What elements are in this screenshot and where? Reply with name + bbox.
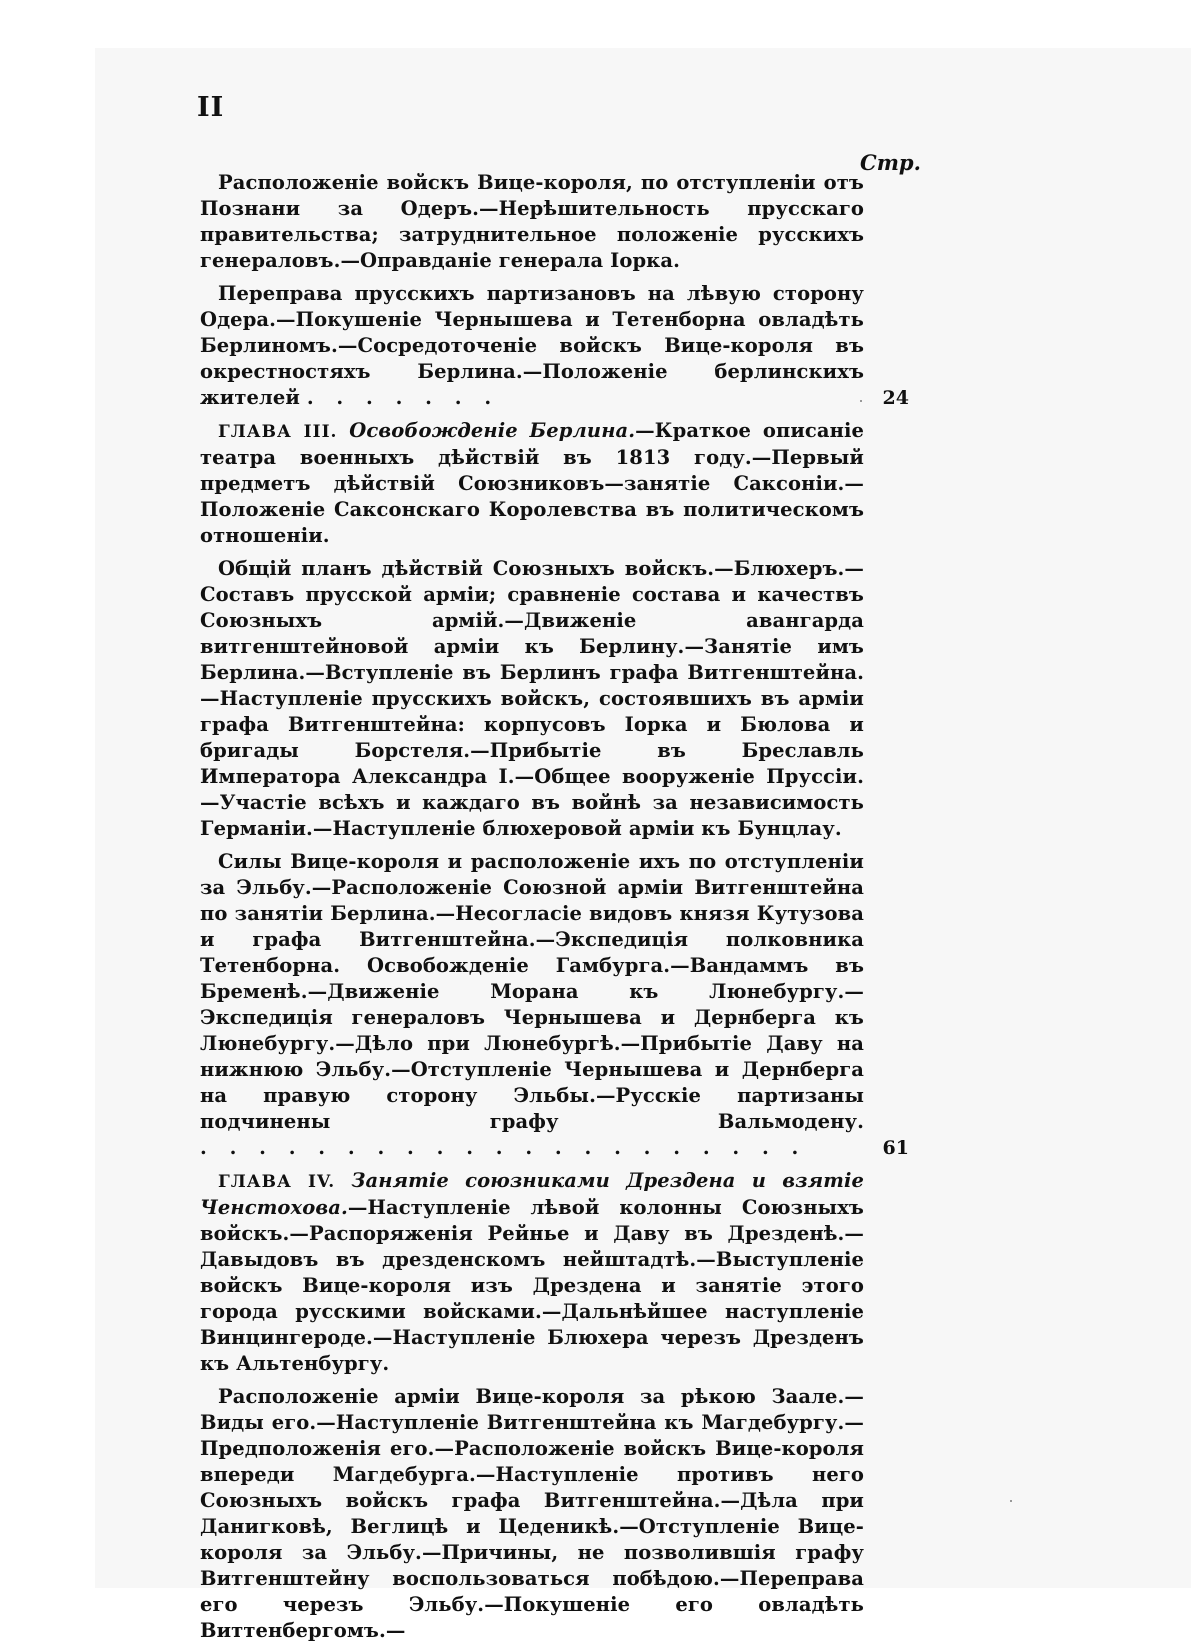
scan-speck [860, 400, 862, 402]
entry-text: Расположеніе арміи Вице-короля за рѣкою Заале.—Виды его.—Наступленіе Витгенштейна къ Магдебургу.—Предположенія его.—Расположеніе войскъ Вице-короля впереди Магдебурга.—Наступленіе противъ него Союзныхъ войскъ графа Витгенштейна.—Дѣла при Данигковѣ, Веглицѣ и Цеденикѣ.—Отступленіе Вице-короля за Эльбу.—Причины, не позволившія графу Витгенштейну воспользоваться побѣдою.—Переправа его черезъ Эльбу.—Покушеніе его овладѣть Виттенбергомъ.— [200, 1385, 864, 1642]
toc-entry-chapter [200, 418, 864, 549]
entry-text: —Наступленіе лѣвой колонны Союзныхъ войскъ.—Распоряженія Рейнье и Даву въ Дрезденѣ.—Давыдовъ въ дрезденскомъ нейштадтѣ.—Выступленіе войскъ Вице-короля изъ Дрездена и занятіе этого города русскими войсками.—Дальнѣйшее наступленіе Винцингероде.—Наступленіе Блюхера черезъ Дрезденъ къ Альтенбургу. [200, 1196, 864, 1375]
chapter-title: Освобожденіе Берлина. [349, 419, 636, 442]
toc-entry [200, 170, 864, 274]
table-of-contents [200, 170, 909, 1651]
chapter-title: Занятіе союзниками Дрездена и взятіе Ченстохова. [200, 1169, 865, 1219]
toc-entry [200, 556, 864, 842]
toc-entry [200, 849, 909, 1161]
page-number: II [197, 92, 225, 123]
scan-speck [1010, 1500, 1012, 1502]
leader-dots: . . . . . . . . . . . . . . . . . . . . . [200, 1136, 807, 1159]
leader-dots: . . . . . . . [306, 386, 500, 409]
chapter-label: ГЛАВА IV. [218, 1172, 336, 1192]
chapter-label: ГЛАВА III. [218, 422, 338, 442]
toc-entry [200, 1384, 864, 1644]
page-reference: 61 [882, 1137, 909, 1159]
entry-text: Расположеніе войскъ Вице-короля, по отступленіи отъ Познани за Одеръ.—Нерѣшительность прусскаго правительства; затруднительное положеніе русскихъ генераловъ.—Оправданіе генерала Іорка. [200, 171, 864, 272]
page-column-label: Стр. [860, 150, 921, 175]
entry-text: —Краткое описаніе театра военныхъ дѣйствій въ 1813 году.—Первый предметъ дѣйствій Союзниковъ—занятіе Саксоніи.—Положеніе Саксонскаго Королевства въ политическомъ отношеніи. [200, 419, 864, 547]
toc-entry [200, 281, 909, 411]
page-reference: 24 [882, 387, 909, 409]
entry-text: Силы Вице-короля и расположеніе ихъ по отступленіи за Эльбу.—Расположеніе Союзной арміи Витгенштейна по занятіи Берлина.—Несогласіе видовъ князя Кутузова и графа Витгенштейна.—Экспедиція полковника Тетенборна. Освобожденіе Гамбурга.—Вандаммъ въ Бременѣ.—Движеніе Морана къ Люнебургу.—Экспедиція генераловъ Чернышева и Дернберга къ Люнебургу.—Дѣло при Люнебургѣ.—Прибытіе Даву на нижнюю Эльбу.—Отступленіе Чернышева и Дернберга на правую сторону Эльбы.—Русскіе партизаны подчинены графу Вальмодену. [200, 850, 864, 1133]
entry-text: Общій планъ дѣйствій Союзныхъ войскъ.—Блюхеръ.—Составъ прусской арміи; сравненіе состава и качествъ Союзныхъ армій.—Движеніе авангарда витгенштейновой арміи къ Берлину.—Занятіе имъ Берлина.—Вступленіе въ Берлинъ графа Витгенштейна.—Наступленіе прусскихъ войскъ, состоявшихъ въ арміи графа Витгенштейна: корпусовъ Іорка и Бюлова и бригады Борстеля.—Прибытіе въ Бреславль Императора Александра I.—Общее вооруженіе Пруссіи.—Участіе всѣхъ и каждаго въ войнѣ за независимость Германіи.—Наступленіе блюхеровой арміи къ Бунцлау. [200, 557, 864, 840]
toc-entry-chapter [200, 1168, 864, 1377]
entry-text: Переправа прусскихъ партизановъ на лѣвую сторону Одера.—Покушеніе Чернышева и Тетенборна овладѣть Берлиномъ.—Сосредоточеніе войскъ Вице-короля въ окрестностяхъ Берлина.—Положеніе берлинскихъ жителей [200, 282, 864, 409]
